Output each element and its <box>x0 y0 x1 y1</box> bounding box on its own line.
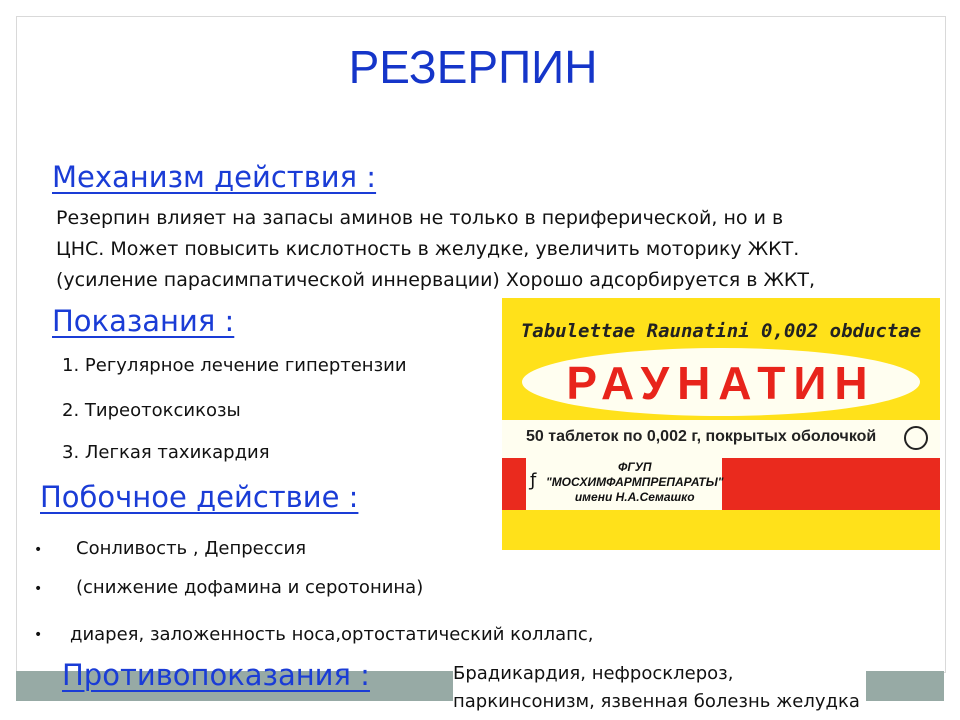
mechanism-heading: Механизм действия : <box>52 160 377 194</box>
factory-line: ФГУП <box>617 460 652 474</box>
side-effect-item: (снижение дофамина и серотонина) <box>76 577 424 598</box>
side-effect-item: Сонливость , Депрессия <box>76 538 307 559</box>
bullet-icon: • <box>34 627 43 643</box>
contraindication-line: паркинсонизм, язвенная болезнь желудка <box>453 691 860 712</box>
factory-logo-icon: ƒ <box>530 470 537 491</box>
medicine-package-image <box>502 298 940 550</box>
package-bottom-band <box>502 510 940 550</box>
manufacturer-logo-icon <box>904 426 928 450</box>
contraindications-text <box>453 660 866 716</box>
mechanism-line: ЦНС. Может повысить кислотность в желудке, увеличить моторику ЖКТ. <box>56 238 800 260</box>
factory-line: "МОСХИМФАРМПРЕПАРАТЫ" <box>546 475 724 489</box>
bullet-icon: • <box>34 581 43 597</box>
mechanism-text <box>56 203 815 296</box>
mechanism-line: (усиление парасимпатической иннервации) Хорошо адсорбируется в ЖКТ, <box>56 269 816 291</box>
indication-item: 2. Тиреотоксикозы <box>62 400 241 421</box>
package-brand-name: РАУНАТИН <box>566 357 876 409</box>
side-effect-item: диарея, заложенность носа,ортостатический коллапс, <box>70 624 594 645</box>
slide-title: РЕЗЕРПИН <box>348 41 598 93</box>
bullet-icon: • <box>34 542 43 558</box>
side-effects-heading: Побочное действие : <box>40 480 359 514</box>
package-dose-text: 50 таблеток по 0,002 г, покрытых оболочкой <box>526 428 877 445</box>
indication-item: 3. Легкая тахикардия <box>62 442 270 463</box>
indication-item: 1. Регулярное лечение гипертензии <box>62 355 407 376</box>
factory-line: имени Н.А.Семашко <box>574 490 695 504</box>
contraindication-line: Брадикардия, нефросклероз, <box>453 663 734 684</box>
package-latin-name: Tabulettae Raunatini 0,002 obductae <box>520 320 922 342</box>
package-factory-text <box>546 460 723 505</box>
mechanism-line: Резерпин влияет на запасы аминов не только в периферической, но и в <box>56 207 784 229</box>
indications-heading: Показания : <box>52 304 235 338</box>
contraindications-heading: Противопоказания : <box>62 658 370 692</box>
